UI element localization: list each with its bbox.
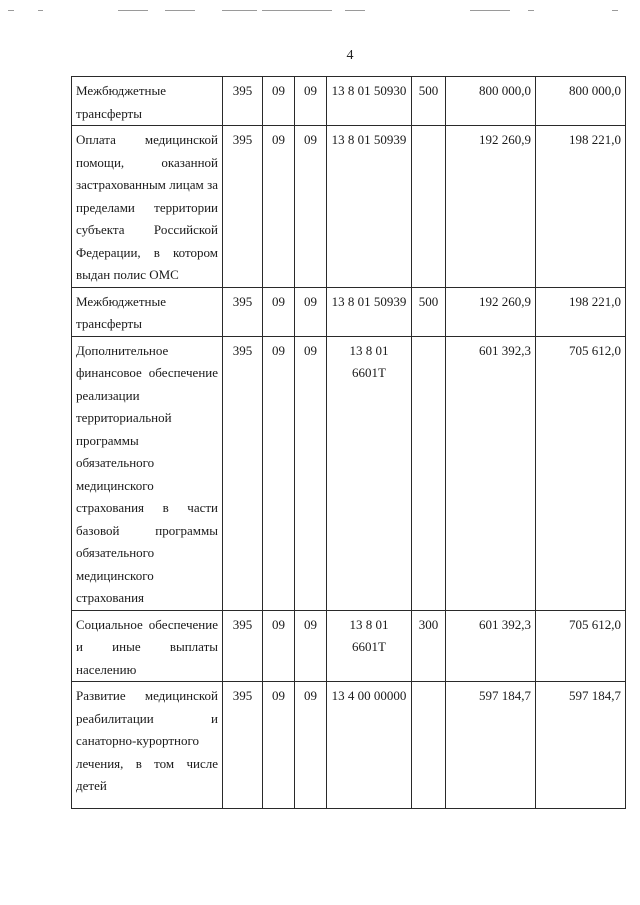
section-code: 09 <box>263 77 295 126</box>
expense-type: 500 <box>412 77 446 126</box>
subsection-code: 09 <box>295 336 327 610</box>
section-code: 09 <box>263 682 295 809</box>
amount-year-2: 705 612,0 <box>536 336 626 610</box>
amount-year-2: 705 612,0 <box>536 610 626 682</box>
amount-year-2: 198 221,0 <box>536 126 626 288</box>
target-article: 13 8 01 50939 <box>327 126 412 288</box>
subsection-code: 09 <box>295 287 327 336</box>
target-article: 13 8 01 6601Т <box>327 336 412 610</box>
row-name: Межбюджетные трансферты <box>72 287 223 336</box>
table-row <box>72 610 626 682</box>
subsection-code: 09 <box>295 682 327 809</box>
section-code: 09 <box>263 610 295 682</box>
amount-year-2: 800 000,0 <box>536 77 626 126</box>
amount-year-1: 800 000,0 <box>446 77 536 126</box>
ministry-code: 395 <box>223 336 263 610</box>
row-name: Дополнительное финансовое обеспечение реализации территориальной программы обязательного медицинского страхования в части базовой программы обязательного медицинского страхования <box>72 336 223 610</box>
target-article: 13 8 01 50930 <box>327 77 412 126</box>
row-name: Межбюджетные трансферты <box>72 77 223 126</box>
amount-year-2: 198 221,0 <box>536 287 626 336</box>
subsection-code: 09 <box>295 610 327 682</box>
ministry-code: 395 <box>223 682 263 809</box>
row-name: Развитие медицинской реабилитации и санаторно-курортного лечения, в том числе детей <box>72 682 223 809</box>
amount-year-1: 601 392,3 <box>446 336 536 610</box>
amount-year-2: 597 184,7 <box>536 682 626 809</box>
section-code: 09 <box>263 287 295 336</box>
amount-year-1: 192 260,9 <box>446 126 536 288</box>
target-article: 13 4 00 00000 <box>327 682 412 809</box>
ministry-code: 395 <box>223 610 263 682</box>
amount-year-1: 192 260,9 <box>446 287 536 336</box>
expense-type <box>412 336 446 610</box>
scan-artifacts <box>0 10 640 14</box>
expense-type <box>412 682 446 809</box>
section-code: 09 <box>263 336 295 610</box>
amount-year-1: 597 184,7 <box>446 682 536 809</box>
ministry-code: 395 <box>223 287 263 336</box>
table-row <box>72 126 626 288</box>
row-name: Социальное обеспечение и иные выплаты населению <box>72 610 223 682</box>
subsection-code: 09 <box>295 77 327 126</box>
section-code: 09 <box>263 126 295 288</box>
table-row <box>72 287 626 336</box>
target-article: 13 8 01 6601Т <box>327 610 412 682</box>
table-row <box>72 682 626 809</box>
expense-type <box>412 126 446 288</box>
ministry-code: 395 <box>223 77 263 126</box>
subsection-code: 09 <box>295 126 327 288</box>
budget-table <box>71 76 626 809</box>
table-row <box>72 77 626 126</box>
amount-year-1: 601 392,3 <box>446 610 536 682</box>
expense-type: 500 <box>412 287 446 336</box>
target-article: 13 8 01 50939 <box>327 287 412 336</box>
expense-type: 300 <box>412 610 446 682</box>
ministry-code: 395 <box>223 126 263 288</box>
page-number: 4 <box>346 48 354 63</box>
table-row <box>72 336 626 610</box>
row-name: Оплата медицинской помощи, оказанной застрахованным лицам за пределами территории субъекта Российской Федерации, в котором выдан полис ОМС <box>72 126 223 288</box>
